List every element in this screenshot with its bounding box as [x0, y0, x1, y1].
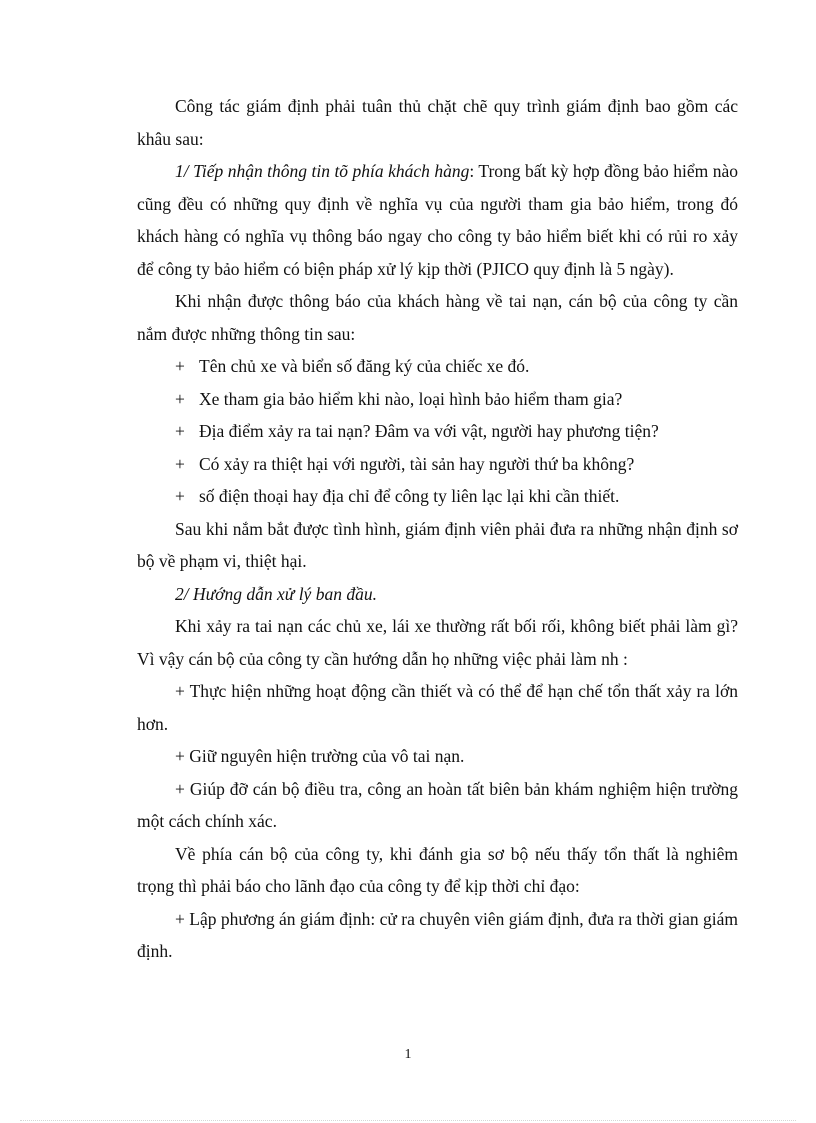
step-1-text: : Trong bất kỳ hợp đồng bảo hiểm nào cũng đều có những quy định về nghĩa vụ của người tham gia bảo hiểm, trong đó khách hàng có nghĩa vụ thông báo ngay cho công ty bảo hiểm biết khi có rủi ro xảy để công ty bảo hiểm có biện pháp xử lý kịp thời (PJICO quy định là 5 ngày).: [137, 161, 738, 279]
bullet-mark: +: [175, 421, 185, 441]
page-number: 1: [404, 1047, 412, 1062]
list-item-text: số điện thoại hay địa chỉ để công ty liên lạc lại khi cần thiết.: [199, 486, 620, 506]
paragraph-plan: + Lập phương án giám định: cử ra chuyên viên giám định, đưa ra thời gian giám định.: [137, 908, 738, 961]
list-item-text: Tên chủ xe và biển số đăng ký của chiếc xe đó.: [199, 356, 530, 376]
paragraph-guidance-item: + Giúp đỡ cán bộ điều tra, công an hoàn tất biên bản khám nghiệm hiện trường một cách chính xác.: [137, 778, 738, 831]
list-item-text: Địa điểm xảy ra tai nạn? Đâm va với vật, người hay phương tiện?: [199, 421, 659, 441]
bullet-mark: +: [175, 486, 185, 506]
list-item: [137, 383, 738, 416]
list-item: [137, 448, 738, 481]
bullet-mark: +: [175, 356, 185, 376]
document-body: [137, 90, 738, 968]
paragraph-step-1: [137, 155, 738, 285]
paragraph-intro: Công tác giám định phải tuân thủ chặt chẽ quy trình giám định bao gồm các khâu sau:: [137, 96, 738, 149]
list-item: [137, 480, 738, 513]
list-item: [137, 350, 738, 383]
paragraph-company-side: Về phía cán bộ của công ty, khi đánh gia sơ bộ nếu thấy tổn thất là nghiêm trọng thì phải báo cho lãnh đạo của công ty để kịp thời chỉ đạo:: [137, 843, 738, 896]
paragraph-assessment: Sau khi nắm bắt được tình hình, giám định viên phải đưa ra những nhận định sơ bộ về phạm vi, thiệt hại.: [137, 518, 738, 571]
paragraph-guidance: Khi xảy ra tai nạn các chủ xe, lái xe thường rất bối rối, không biết phải làm gì? Vì vậy cán bộ của công ty cần hướng dẫn họ những việc phải làm nh :: [137, 616, 738, 669]
page-bottom-divider: [20, 1120, 796, 1121]
paragraph-guidance-item: + Giữ nguyên hiện trường của vô tai nạn.: [175, 746, 465, 766]
paragraph-info-needed: Khi nhận được thông báo của khách hàng về tai nạn, cán bộ của công ty cần nắm được những thông tin sau:: [137, 291, 738, 344]
step-1-heading: 1/ Tiếp nhận thông tin tõ phía khách hàng: [175, 161, 470, 181]
step-2-heading: 2/ Hướng dẫn xử lý ban đầu.: [175, 583, 377, 604]
bullet-mark: +: [175, 453, 185, 474]
list-item-text: Có xảy ra thiệt hại với người, tài sản hay người thứ ba không?: [199, 453, 635, 474]
bullet-mark: +: [175, 388, 185, 409]
list-item: [137, 415, 738, 448]
paragraph-guidance-item: + Thực hiện những hoạt động cần thiết và có thể để hạn chế tổn thất xảy ra lớn hơn.: [137, 681, 738, 734]
list-item-text: Xe tham gia bảo hiểm khi nào, loại hình bảo hiểm tham gia?: [199, 388, 623, 409]
